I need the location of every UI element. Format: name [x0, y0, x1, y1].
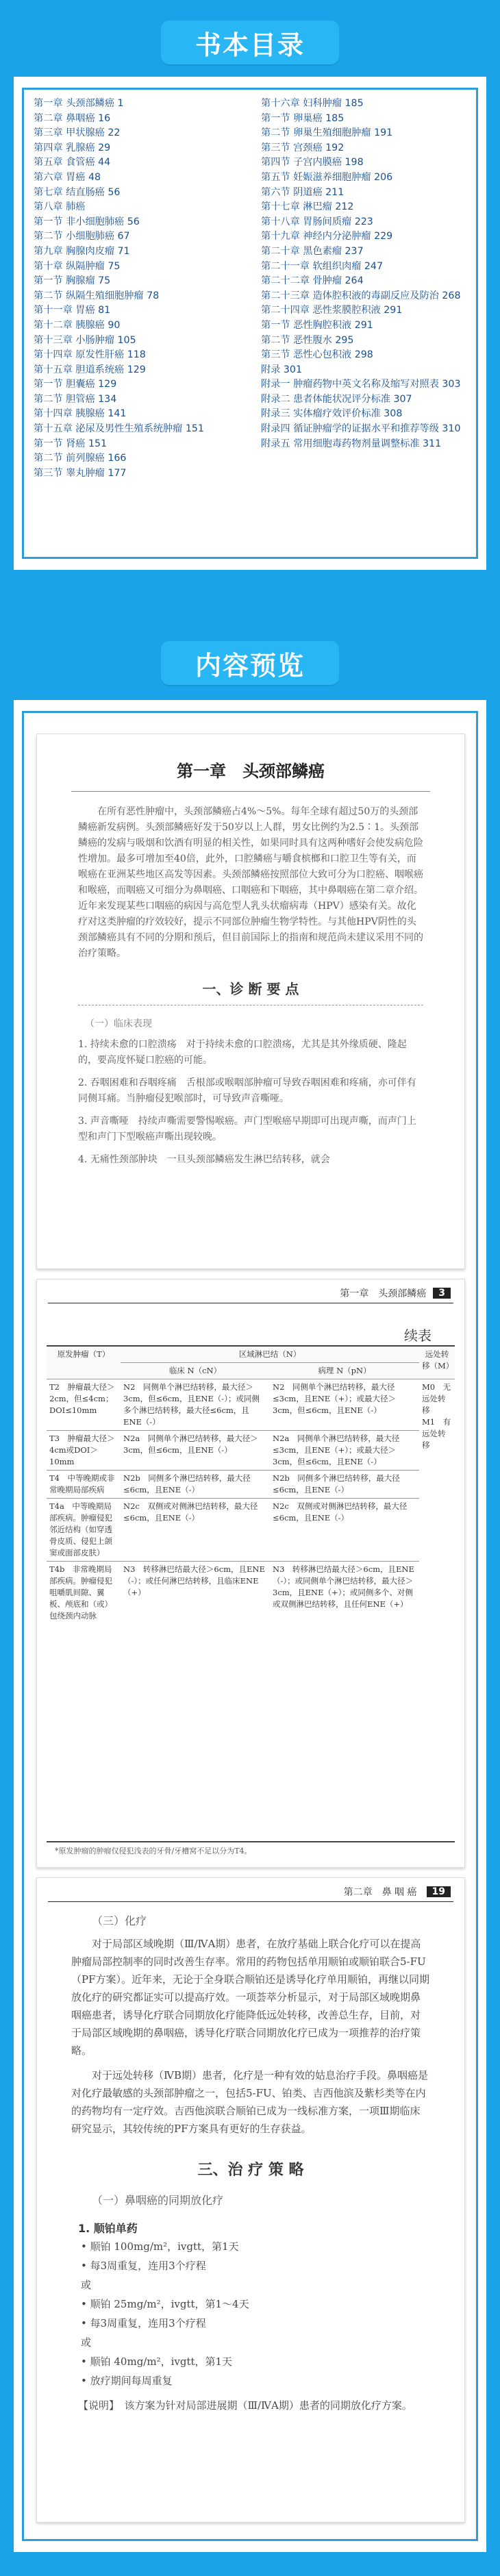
- toc-right-column: [261, 97, 473, 451]
- toc-item: 第一节 卵巢癌 185: [261, 112, 345, 124]
- chapter-title: 第一章 头颈部鳞癌: [177, 761, 325, 781]
- toc-item: 第三节 恶性心包积液 298: [261, 349, 373, 361]
- preview-page-2: [36, 1279, 465, 1868]
- toc-item: 第十三章 小肠肿瘤 105: [34, 334, 136, 346]
- page-header: [340, 1286, 451, 1300]
- symptom-item: 2. 吞咽困难和吞咽疼痛 舌根部或喉咽部肿瘤可导致吞咽困难和疼痛，亦可伴有同侧耳痛。当肿瘤侵犯喉部时，可导致声音嘶哑。: [78, 1077, 416, 1104]
- page-number: 3: [433, 1288, 451, 1299]
- pathologic-n-cell: N2c 双侧或对侧淋巴结转移，最大径≤6cm，且ENE（-）: [270, 1499, 419, 1562]
- toc-item: 第十章 纵隔肿瘤 75: [34, 260, 121, 272]
- toc-item: 第十四章 胰腺癌 141: [34, 408, 127, 420]
- primary-tumor-cell: T3 肿瘤最大径＞4cm或DOI＞10mm: [47, 1431, 121, 1471]
- toc-item: 第十六章 妇科肿瘤 185: [261, 98, 364, 109]
- toc-item: 第五章 食管癌 44: [34, 157, 111, 168]
- intro-paragraph: 在所有恶性肿瘤中，头颈部鳞癌占4%～5%。每年全球有超过50万的头颈部鳞癌新发病例。头颈部鳞癌好发于50岁以上人群，男女比例约为2.5∶1。头颈部鳞癌的发病与吸烟和饮酒有明显的相关性，如果同时具有这两种嗜好会使发病危险性增加。最多可增加至40倍，此外，口腔鳞癌与嚼食槟榔和口腔卫生等有关，而喉癌在亚洲某些地区高发等因素。头颈部鳞癌按照部位大致可分为口腔癌、咽喉癌和喉癌，而咽癌又可细分为鼻咽癌、口咽癌和下咽癌，其中鼻咽癌在第二章介绍。近年来发现某些口咽癌的病因与高危型人乳头状瘤病毒（HPV）感染有关。故化疗对这类肿瘤的疗效较好，提示不同部位肿瘤生物学特性。与其他HPV阴性的头颈部鳞癌具有不同的分期和预后，但目前国际上的指南和规范尚未建议采用不同的治疗策略。: [78, 806, 423, 959]
- toc-item: 第二节 小细胞肺癌 67: [34, 231, 130, 242]
- pathologic-n-cell: N2 同侧单个淋巴结转移，最大径≤3cm，且ENE（+）；或最大径＞3cm，但≤6cm，且ENE（-）: [270, 1379, 419, 1431]
- chemo-paragraph-2: 对于远处转移（ⅣB期）患者，化疗是一种有效的姑息治疗手段。鼻咽癌是对化疗最敏感的头颈部肿瘤之一，包括5-FU、铂类、吉西他滨及紫杉类等在内的药物均有一定疗效。吉西他滨联合顺铂已成为一线标准方案，一项Ⅲ期临床研究显示，其较传统的PF方案具有更好的生存获益。: [71, 2069, 429, 2135]
- toc-item: 第一节 胸腺瘤 75: [34, 275, 111, 287]
- drug-line: • 放疗期间每周重复: [81, 2375, 173, 2387]
- drug-line: • 顺铂 100mg/m²，ivgtt，第1天: [81, 2240, 239, 2253]
- table-row: [47, 1379, 455, 1431]
- drug-line: 或: [81, 2279, 92, 2291]
- toc-item: 第二十一章 软组织肉瘤 247: [261, 260, 383, 272]
- col-regional-nodes: 区域淋巴结（N）: [121, 1346, 419, 1363]
- drug-regimen-list: [37, 2238, 464, 2389]
- toc-item: 第八章 肺癌: [34, 201, 86, 213]
- clinical-n-cell: N2a 同侧单个淋巴结转移，最大径＞3cm，但≤6cm，且ENE（-）: [121, 1431, 270, 1471]
- symptom-item: 4. 无痛性颈部肿块 一旦头颈部鳞癌发生淋巴结转移，就会: [78, 1154, 330, 1165]
- toc-item: 附录 301: [261, 364, 302, 375]
- toc-item: 第十七章 淋巴瘤 212: [261, 201, 354, 213]
- continued-label: 续表: [404, 1327, 432, 1344]
- staging-table: [47, 1345, 455, 1624]
- treatment-title: 三、治 疗 策 略: [197, 2161, 304, 2179]
- chemo-subsection: （三）化疗: [92, 1914, 147, 1927]
- header-chapter: 第一章 头颈部鳞癌: [340, 1288, 427, 1299]
- preview-page-3: [36, 1877, 465, 2523]
- toc-item: 第一节 恶性胸腔积液 291: [261, 319, 373, 331]
- toc-item: 第十九章 神经内分泌肿瘤 229: [261, 231, 393, 242]
- drug-line: 或: [81, 2336, 92, 2349]
- col-distant-metastasis: 远处转移（M）: [419, 1346, 455, 1379]
- header-rule: [48, 1901, 453, 1902]
- toc-item: 附录五 常用细胞毒药物剂量调整标准 311: [261, 438, 442, 449]
- pathologic-n-cell: N2b 同侧多个淋巴结转移，最大径≤6cm，且ENE（-）: [270, 1471, 419, 1499]
- page-header: [344, 1885, 451, 1899]
- drug-line: • 每3周重复，连用3个疗程: [81, 2317, 206, 2329]
- toc-item: 第一章 头颈部鳞癌 1: [34, 98, 124, 109]
- primary-tumor-cell: T4b 非常晚期局部疾病。肿瘤侵犯咀嚼肌间隙、翼板、颅底和（或）包绕颈内动脉: [47, 1562, 121, 1625]
- col-primary-tumor: 原发肿瘤（T）: [47, 1346, 121, 1379]
- toc-item: 第三章 甲状腺癌 22: [34, 127, 121, 139]
- toc-item: 第一节 非小细胞肺癌 56: [34, 216, 140, 227]
- preview-section-title: 内容预览: [161, 641, 339, 685]
- toc-item: 第九章 胸腺肉皮瘤 71: [34, 245, 130, 257]
- toc-item: 第二十四章 恶性浆膜腔积液 291: [261, 305, 403, 316]
- toc-item: 第二节 前列腺癌 166: [34, 453, 127, 464]
- toc-box: [22, 88, 478, 559]
- toc-left-column: [34, 97, 253, 481]
- preview-frame: [22, 711, 478, 2541]
- symptom-item: 3. 声音嘶哑 持续声嘶需要警惕喉癌。声门型喉癌早期即可出现声嘶，而声门上型和声门下型喉癌声嘶出现较晚。: [78, 1116, 416, 1142]
- preview-page-1: [36, 734, 465, 1269]
- toc-item: 第四节 子宫内膜癌 198: [261, 157, 364, 168]
- section-title: 一、诊 断 要 点: [202, 981, 299, 997]
- toc-item: 第二十章 黑色素瘤 237: [261, 245, 364, 257]
- toc-item: 第十八章 胃肠间质瘤 223: [261, 216, 373, 227]
- symptom-list: [37, 1037, 464, 1168]
- toc-item: 第二节 卵巢生殖细胞肿瘤 191: [261, 127, 393, 139]
- toc-item: 附录二 患者体能状况评分标准 307: [261, 393, 412, 405]
- symptom-item: 1. 持续未愈的口腔溃疡 对于持续未愈的口腔溃疡，尤其是其外缘质硬、隆起的，要高度怀疑口腔癌的可能。: [78, 1039, 407, 1066]
- toc-item: 第七章 结直肠癌 56: [34, 186, 121, 198]
- drug-line: • 顺铂 40mg/m²，ivgtt，第1天: [81, 2355, 233, 2368]
- distant-metastasis-cell: M0 无远处转移 M1 有远处转移: [419, 1379, 455, 1625]
- primary-tumor-cell: T4 中等晚期或非常晚期局部疾病: [47, 1471, 121, 1499]
- toc-item: 第五节 妊娠滋养细胞肿瘤 206: [261, 171, 393, 183]
- toc-item: 第十二章 胰腺癌 90: [34, 319, 121, 331]
- toc-item: 第三节 睾丸肿瘤 177: [34, 467, 127, 479]
- toc-item: 第二节 胆管癌 134: [34, 393, 117, 405]
- drug-line: • 顺铂 25mg/m²，ivgtt，第1～4天: [81, 2298, 249, 2310]
- toc-item: 第三节 宫颈癌 192: [261, 142, 345, 153]
- header-chapter: 第二章 鼻 咽 癌: [343, 1887, 417, 1898]
- primary-tumor-cell: T4a 中等晚期局部疾病。肿瘤侵犯邻近结构（如穿透骨皮质、侵犯上颌窦或面部皮肤）: [47, 1499, 121, 1562]
- clinical-n-cell: N2 同侧单个淋巴结转移，最大径＞3cm，但≤6cm，且ENE（-）；或同侧多个淋巴结转移，最大径≤6cm，且ENE（-）: [121, 1379, 270, 1431]
- pathologic-n-cell: N2a 同侧单个淋巴结转移，最大径≤3cm，且ENE（+）；或最大径＞3cm，但≤6cm，且ENE（-）: [270, 1431, 419, 1471]
- regimen-note: 【说明】 该方案为针对局部进展期（Ⅲ/ⅣA期）患者的同期放化疗方案。: [78, 2399, 412, 2412]
- toc-item: 附录三 实体瘤疗效评价标准 308: [261, 408, 403, 420]
- toc-item: 第十一章 胃癌 81: [34, 305, 111, 316]
- toc-item: 第四章 乳腺癌 29: [34, 142, 111, 153]
- table-row: [47, 1471, 455, 1499]
- toc-item: 第六节 阴道癌 211: [261, 186, 345, 198]
- primary-tumor-cell: T2 肿瘤最大径＞2cm，但≤4cm；DOI≤10mm: [47, 1379, 121, 1431]
- toc-item: 第二十二章 骨肿瘤 264: [261, 275, 364, 287]
- treatment-subsection: （一）鼻咽癌的同期放化疗: [92, 2194, 224, 2207]
- toc-item: 第一节 肾癌 151: [34, 438, 108, 449]
- toc-item: 第十五章 泌尿及男性生殖系统肿瘤 151: [34, 423, 204, 435]
- drug-line: • 每3周重复，连用3个疗程: [81, 2260, 206, 2272]
- page-number: 19: [427, 1886, 451, 1897]
- drug-title: 1. 顺铂单药: [78, 2222, 138, 2235]
- subsection-title: （一）临床表现: [85, 1018, 152, 1029]
- toc-item: 第十四章 原发性肝癌 118: [34, 349, 146, 361]
- toc-item: 第二节 恶性腹水 295: [261, 334, 354, 346]
- toc-item: 附录一 肿瘤药物中英文名称及缩写对照表 303: [261, 379, 461, 390]
- chemo-paragraph-1: 对于局部区域晚期（Ⅲ/ⅣA期）患者，在放疗基础上联合化疗可以在提高肿瘤局部控制率的同时改善生存率。常用的药物包括单用顺铂或顺铂联合5-FU（PF方案）。近年来，无论于全身联合顺铂还是诱导化疗单用顺铂，再继以同期放化疗的研究都证实可以提高疗效。一项荟萃分析显示，对于局部区域晚期鼻咽癌患者，诱导化疗联合同期放化疗能降低远处转移，改善总生存，目前，对于局部区域晚期的鼻咽癌，诱导化疗联合同期放化疗已成为一项推荐的治疗策略。: [71, 1938, 430, 2057]
- toc-item: 第二十三章 造体腔积液的毒副反应及防治 268: [261, 290, 461, 301]
- clinical-n-cell: N2c 双侧或对侧淋巴结转移，最大径≤6cm，且ENE（-）: [121, 1499, 270, 1562]
- chapter-rule: [71, 791, 430, 792]
- toc-item: 第二章 鼻咽癌 16: [34, 112, 111, 124]
- pathologic-n-cell: N3 转移淋巴结最大径＞6cm，且ENE（-）；或同侧单个淋巴结转移，最大径＞3cm，且ENE（+）；或同侧多个、对侧或双侧淋巴结转移，且任何ENE（+）: [270, 1562, 419, 1625]
- toc-item: 第二节 纵隔生殖细胞肿瘤 78: [34, 290, 160, 301]
- table-row: [47, 1499, 455, 1562]
- toc-item: 附录四 循证肿瘤学的证据水平和推荐等级 310: [261, 423, 461, 435]
- col-pathologic-n: 病理 N（pN）: [270, 1363, 419, 1379]
- col-clinical-n: 临床 N（cN）: [121, 1363, 270, 1379]
- clinical-n-cell: N2b 同侧多个淋巴结转移，最大径≤6cm，且ENE（-）: [121, 1471, 270, 1499]
- table-bottom-rule: [47, 1841, 455, 1842]
- toc-item: 第六章 胃癌 48: [34, 171, 101, 183]
- table-row: [47, 1431, 455, 1471]
- clinical-n-cell: N3 转移淋巴结最大径＞6cm，且ENE（-）；或任何淋巴结转移，且临床ENE（+）: [121, 1562, 270, 1625]
- toc-section-title: 书本目录: [161, 21, 339, 64]
- table-row: [47, 1562, 455, 1625]
- toc-item: 第十五章 胆道系统癌 129: [34, 364, 146, 375]
- table-footnote: *原发肿瘤的肿瘤仅侵犯浅表的牙骨/牙槽窝不足以分为T4。: [55, 1847, 252, 1855]
- toc-item: 第一节 胆囊癌 129: [34, 379, 117, 390]
